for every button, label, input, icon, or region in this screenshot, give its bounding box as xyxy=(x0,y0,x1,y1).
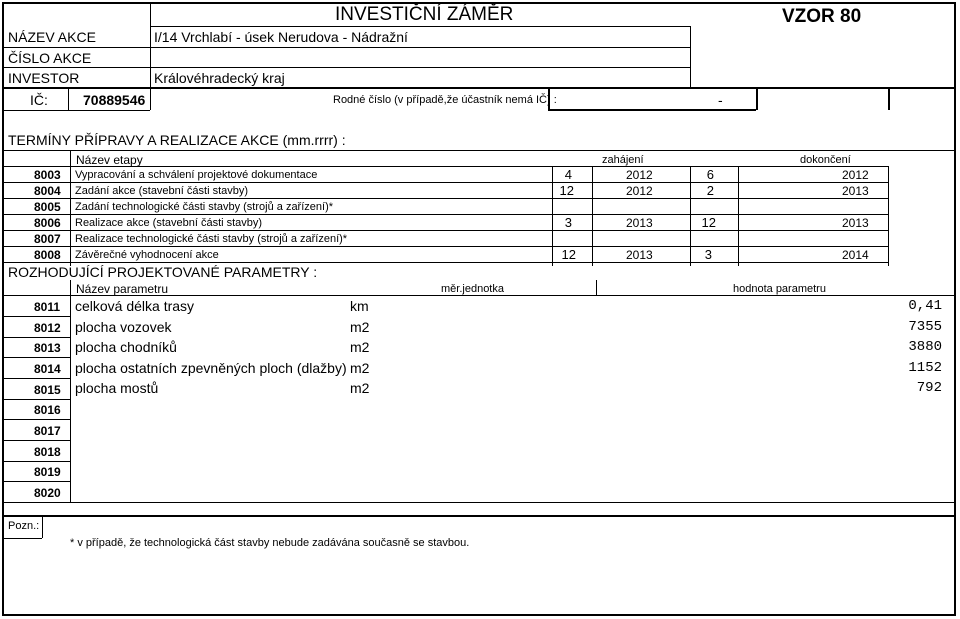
ic-divider xyxy=(150,88,151,110)
start-year[interactable]: 2012 xyxy=(626,184,653,198)
header-line xyxy=(150,26,690,27)
pozn-line xyxy=(4,515,954,517)
terminy-line xyxy=(4,246,888,247)
terminy-line xyxy=(4,182,888,183)
header-line xyxy=(4,67,690,68)
end-month[interactable]: 2 xyxy=(706,183,714,198)
terminy-line xyxy=(4,214,888,215)
etapa-name: Zadání technologické části stavby (strojů a zařízení)* xyxy=(75,201,334,213)
etapa-name: Realizace technologické části stavby (strojů a zařízení)* xyxy=(75,233,348,245)
parametr-unit[interactable]: km xyxy=(350,298,369,314)
col-hodnota: hodnota parametru xyxy=(733,283,826,295)
parametr-value[interactable]: 3880 xyxy=(908,339,942,355)
parametry-col-divider xyxy=(70,280,71,502)
ic-label: IČ: xyxy=(30,92,48,108)
start-year[interactable]: 2012 xyxy=(626,168,653,182)
parametry-line xyxy=(4,481,70,482)
pozn-line xyxy=(4,538,42,539)
header-line xyxy=(4,87,954,89)
start-month[interactable]: 4 xyxy=(564,167,572,182)
parametry-line xyxy=(4,337,70,338)
col-nazev-parametru: Název parametru xyxy=(76,282,169,296)
pozn-label: Pozn.: xyxy=(8,520,40,532)
parametry-line xyxy=(4,461,70,462)
parametry-line xyxy=(4,399,70,400)
etapa-code: 8004 xyxy=(34,184,61,198)
start-month[interactable]: 3 xyxy=(564,215,572,230)
rodne-cislo-label: Rodné číslo (v případě,že účastník nemá IČ) : xyxy=(333,94,557,106)
parametry-line xyxy=(4,295,954,296)
terminy-title: TERMÍNY PŘÍPRAVY A REALIZACE AKCE (mm.rrrr) : xyxy=(8,132,346,148)
etapa-code: 8005 xyxy=(34,200,61,214)
terminy-line xyxy=(4,198,888,199)
parametr-code: 8019 xyxy=(34,465,61,479)
end-year[interactable]: 2012 xyxy=(842,168,869,182)
pozn-divider xyxy=(42,516,43,538)
investor-value[interactable]: Královéhradecký kraj xyxy=(154,70,285,86)
header-divider xyxy=(690,26,691,88)
end-month[interactable]: 12 xyxy=(701,215,716,230)
rc-box-right xyxy=(756,88,758,110)
etapa-code: 8003 xyxy=(34,168,61,182)
parametr-name[interactable]: plocha mostů xyxy=(75,380,159,396)
etapa-code: 8008 xyxy=(34,248,61,262)
parametr-unit[interactable]: m2 xyxy=(350,339,370,355)
rc-box-bottom xyxy=(548,109,756,111)
etapa-code: 8007 xyxy=(34,232,61,246)
ic-value[interactable]: 70889546 xyxy=(83,92,146,108)
parametr-code: 8011 xyxy=(34,300,61,314)
terminy-col-divider xyxy=(888,166,889,266)
terminy-line xyxy=(4,150,954,151)
end-year[interactable]: 2013 xyxy=(842,184,869,198)
end-month[interactable]: 6 xyxy=(706,167,714,182)
etapa-code: 8006 xyxy=(34,216,61,230)
nazev-akce-label: NÁZEV AKCE xyxy=(8,29,96,45)
parametr-unit[interactable]: m2 xyxy=(350,380,370,396)
parametr-value[interactable]: 0,41 xyxy=(908,298,942,314)
parametry-line xyxy=(4,440,70,441)
rc-box-left xyxy=(548,88,550,110)
cislo-akce-label: ČÍSLO AKCE xyxy=(8,50,92,66)
header-line xyxy=(4,47,150,48)
parametr-code: 8016 xyxy=(34,403,61,417)
parametry-line xyxy=(4,316,70,317)
parametry-line xyxy=(4,357,70,358)
header-line xyxy=(150,47,690,48)
start-year[interactable]: 2013 xyxy=(626,248,653,262)
parametr-unit[interactable]: m2 xyxy=(350,319,370,335)
header-divider xyxy=(150,4,151,88)
etapa-name: Realizace akce (stavební části stavby) xyxy=(75,217,263,229)
terminy-col-divider xyxy=(592,166,593,266)
ic-divider xyxy=(68,88,69,110)
etapa-name: Vypracování a schválení projektové dokumentace xyxy=(75,169,318,181)
parametr-name[interactable]: plocha vozovek xyxy=(75,319,172,335)
col-mer-jednotka: měr.jednotka xyxy=(441,283,504,295)
parametry-col-divider xyxy=(596,280,597,296)
parametry-line xyxy=(4,378,70,379)
page-title: INVESTIČNÍ ZÁMĚR xyxy=(335,4,514,25)
pozn-text: * v případě, že technologická část stavby nebude zadávána současně se stavbou. xyxy=(70,537,470,549)
parametry-line xyxy=(4,419,70,420)
parametr-unit[interactable]: m2 xyxy=(350,360,370,376)
parametry-line xyxy=(4,502,954,503)
start-year[interactable]: 2013 xyxy=(626,216,653,230)
etapa-name: Závěrečné vyhodnocení akce xyxy=(75,249,219,261)
terminy-line xyxy=(4,262,888,263)
parametr-code: 8018 xyxy=(34,445,61,459)
parametr-value[interactable]: 792 xyxy=(916,380,942,396)
rc-box-right xyxy=(888,88,890,110)
investor-label: INVESTOR xyxy=(8,70,80,86)
parametry-title: ROZHODUJÍCÍ PROJEKTOVANÉ PARAMETRY : xyxy=(8,264,318,280)
end-month[interactable]: 3 xyxy=(704,247,712,262)
end-year[interactable]: 2014 xyxy=(842,248,869,262)
end-year[interactable]: 2013 xyxy=(842,216,869,230)
start-month[interactable]: 12 xyxy=(561,247,576,262)
parametr-code: 8020 xyxy=(34,486,61,500)
terminy-line xyxy=(4,166,888,167)
parametr-name[interactable]: celková délka trasy xyxy=(75,298,195,314)
vzor-label: VZOR 80 xyxy=(782,6,862,27)
col-zahajeni: zahájení xyxy=(602,154,644,166)
parametr-code: 8012 xyxy=(34,321,61,335)
col-nazev-etapy: Název etapy xyxy=(76,153,143,167)
parametr-name[interactable]: plocha ostatních zpevněných ploch (dlažby) xyxy=(75,360,347,376)
parametr-name[interactable]: plocha chodníků xyxy=(75,339,177,355)
parametr-code: 8014 xyxy=(34,362,61,376)
etapa-name: Zadání akce (stavební části stavby) xyxy=(75,185,249,197)
parametr-code: 8017 xyxy=(34,424,61,438)
header-line xyxy=(4,110,150,111)
nazev-akce-value[interactable]: I/14 Vrchlabí - úsek Nerudova - Nádražní xyxy=(154,29,408,45)
terminy-col-divider xyxy=(738,166,739,266)
parametr-code: 8013 xyxy=(34,341,61,355)
rodne-cislo-value[interactable]: - xyxy=(718,92,723,108)
parametr-value[interactable]: 7355 xyxy=(908,319,942,335)
parametr-code: 8015 xyxy=(34,383,61,397)
start-month[interactable]: 12 xyxy=(559,183,574,198)
terminy-line xyxy=(4,230,888,231)
col-dokonceni: dokončení xyxy=(800,154,851,166)
terminy-col-divider xyxy=(70,150,71,266)
parametr-value[interactable]: 1152 xyxy=(908,360,942,376)
